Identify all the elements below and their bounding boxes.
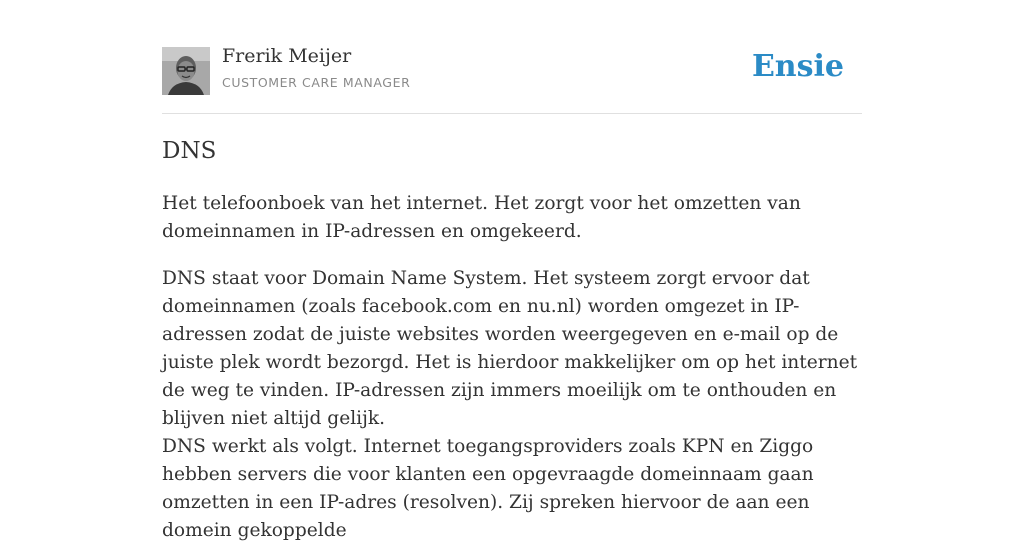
brand-logo[interactable]: Ensie xyxy=(751,49,844,84)
author-name[interactable]: Frerik Meijer xyxy=(222,45,352,67)
entry-paragraph: DNS werkt als volgt. Internet toegangsproviders zoals KPN en Ziggo hebben servers die voor klanten een opgevraagde domeinnaam gaan omzetten in een IP-adres (resolven). Zij spreken hiervoor de aan een domein gekoppelde xyxy=(162,436,814,541)
avatar[interactable] xyxy=(162,47,210,95)
person-photo-icon xyxy=(162,47,210,95)
entry-summary: Het telefoonboek van het internet. Het zorgt voor het omzetten van domeinnamen in IP-adressen en omgekeerd. xyxy=(162,193,801,242)
entry-paragraph: DNS staat voor Domain Name System. Het systeem zorgt ervoor dat domeinnamen (zoals facebook.com en nu.nl) worden omgezet in IP-adressen zodat de juiste websites worden weergegeven en e-mail op de juiste plek wordt bezorgd. Het is hierdoor makkelijker om op het internet de weg te vinden. IP-adressen zijn immers moeilijk om te onthouden en blijven niet altijd gelijk. xyxy=(162,268,858,429)
entry-title: DNS xyxy=(162,138,217,164)
article-page xyxy=(162,0,862,541)
author-role: CUSTOMER CARE MANAGER xyxy=(222,75,411,90)
article-header xyxy=(162,0,862,114)
